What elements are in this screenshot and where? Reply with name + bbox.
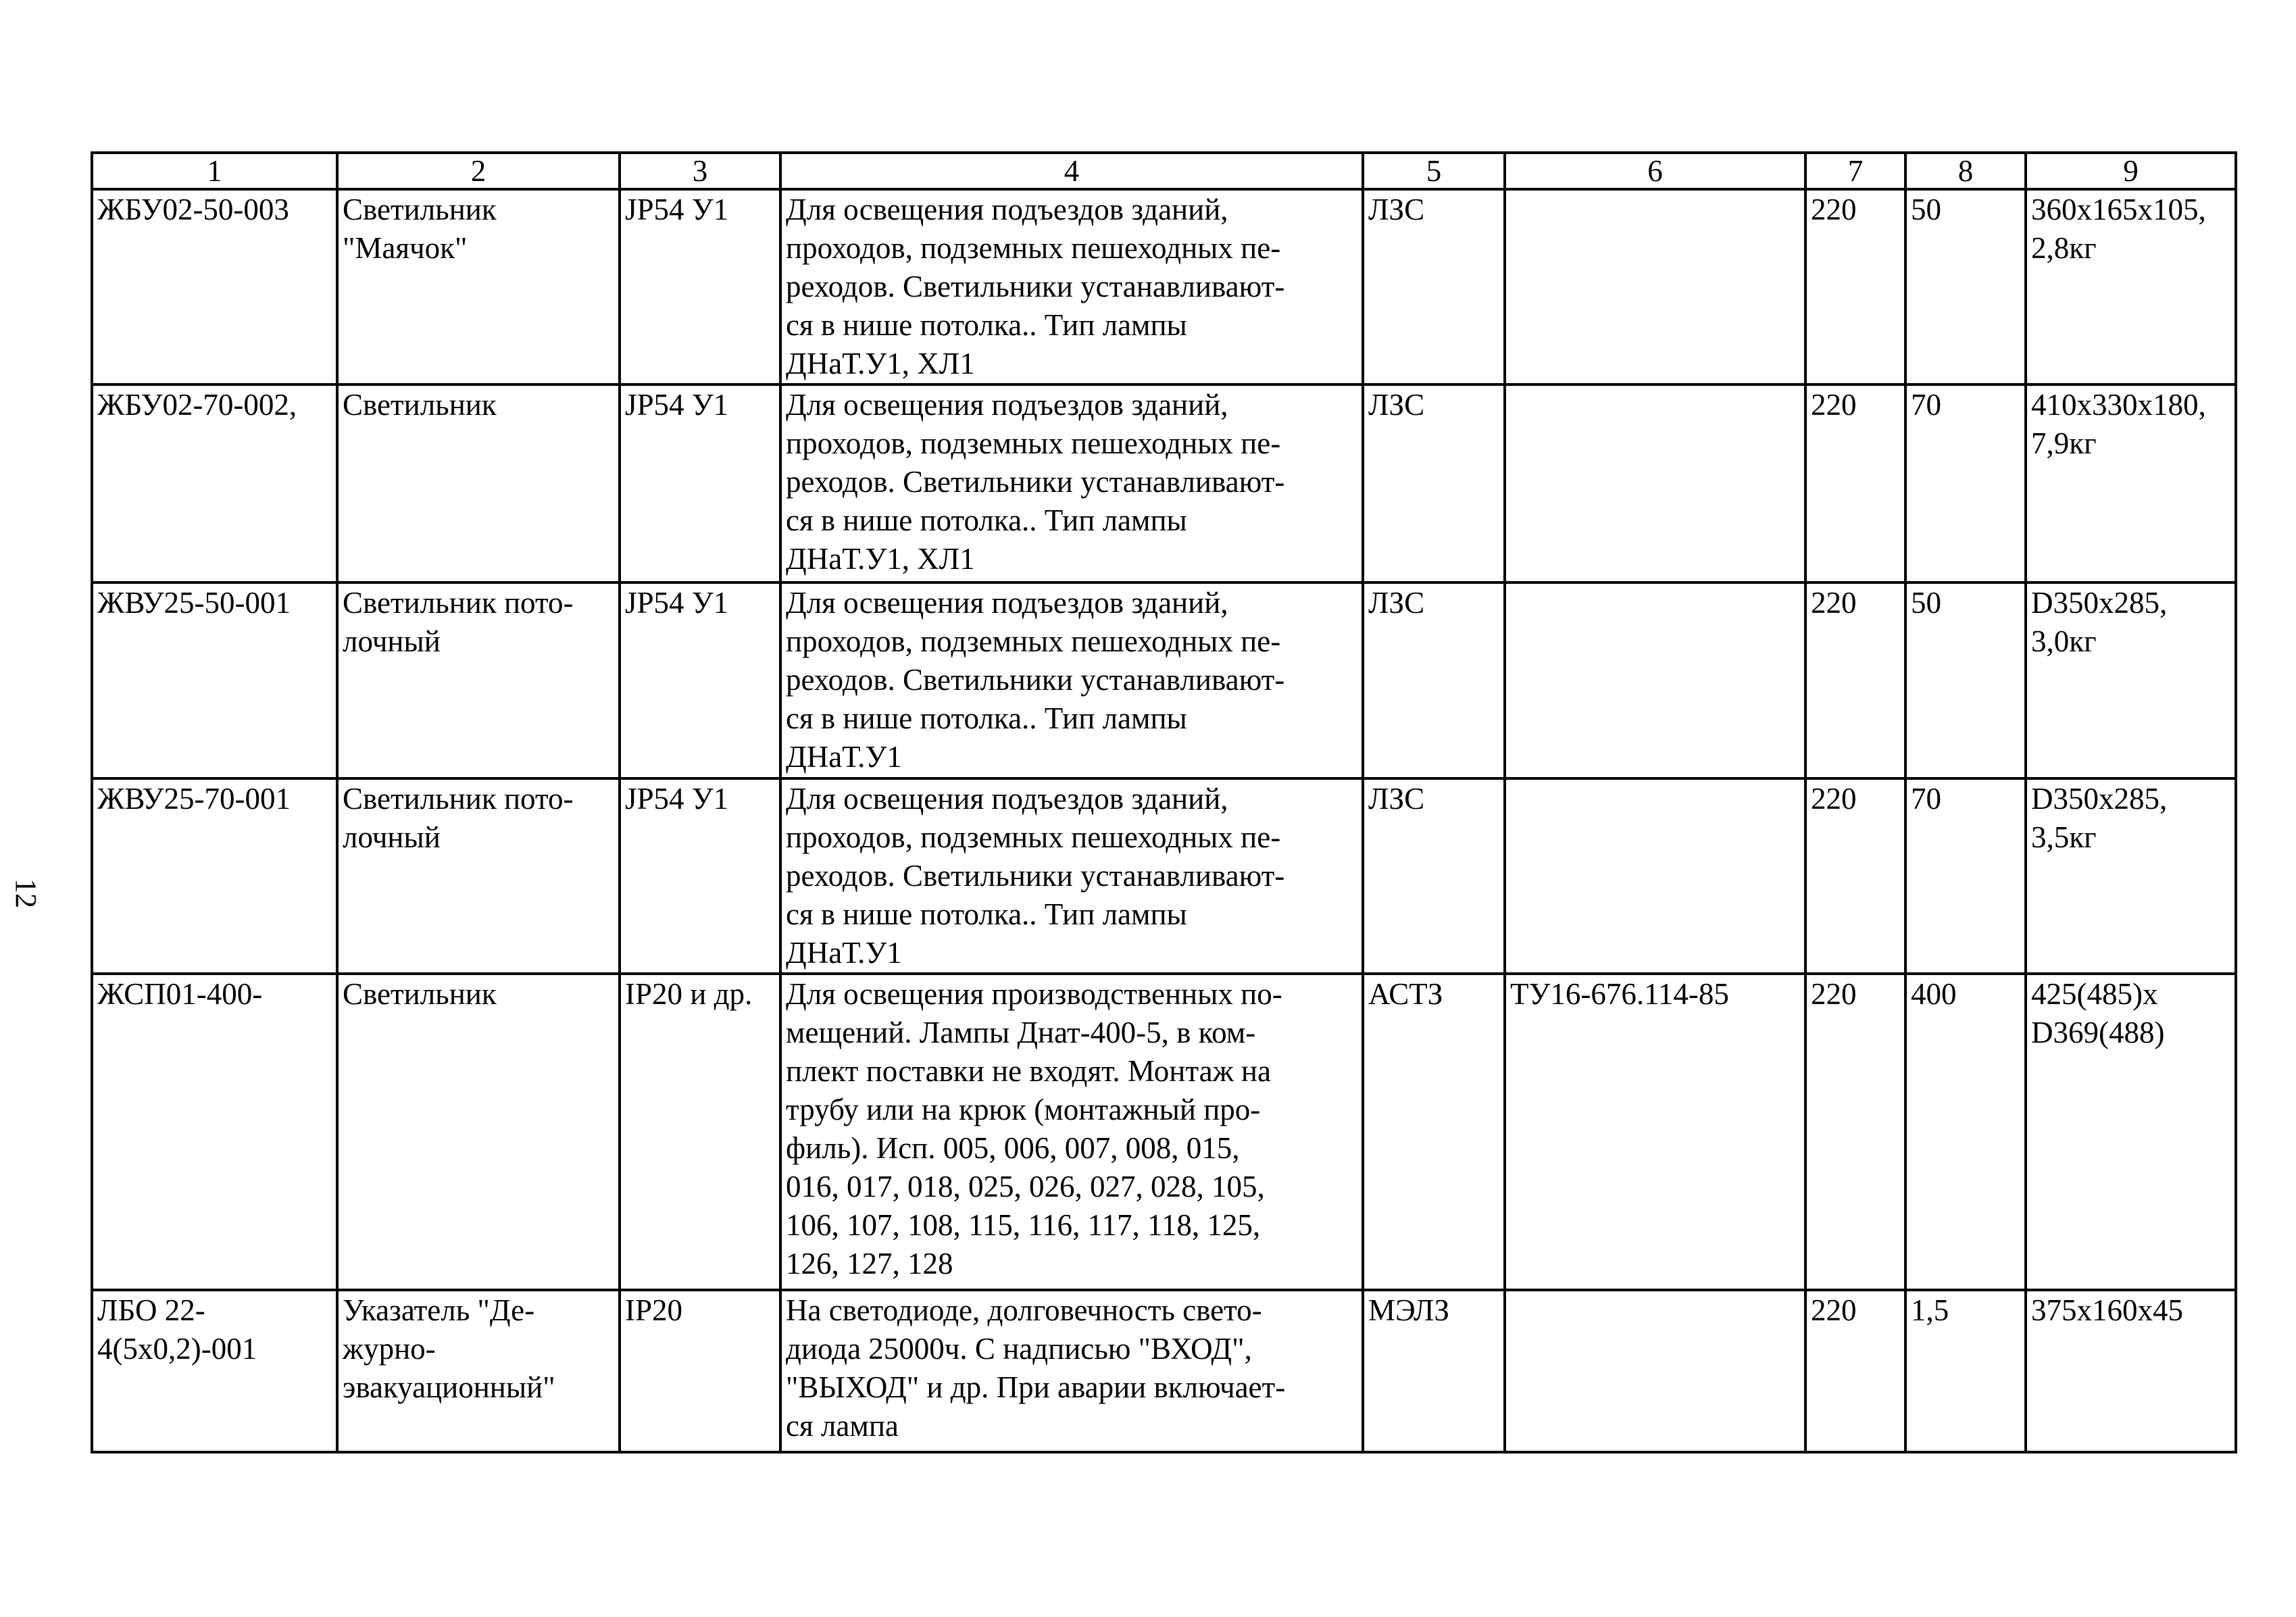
table-cell: Для освещения подъездов зданий, проходов, подземных пешеходных пе- реходов. Светильники устанавливают- ся в нише потолка.. Тип лампы ДНаТ.У1, ХЛ1 bbox=[780, 384, 1363, 582]
table-cell: АСТЗ bbox=[1363, 974, 1505, 1290]
table-cell bbox=[1505, 778, 1805, 974]
table-cell: 410x330x180, 7,9кг bbox=[2026, 384, 2236, 582]
table-cell bbox=[1505, 582, 1805, 778]
table-cell bbox=[1505, 1290, 1805, 1452]
table-cell: ЖСП01-400- bbox=[92, 974, 337, 1290]
table-cell: 220 bbox=[1805, 974, 1905, 1290]
column-header: 4 bbox=[780, 153, 1363, 189]
table-cell: Для освещения подъездов зданий, проходов, подземных пешеходных пе- реходов. Светильники устанавливают- ся в нише потолка.. Тип лампы ДНаТ.У1 bbox=[780, 778, 1363, 974]
table-cell: JP54 У1 bbox=[620, 384, 780, 582]
table-cell: ЛЗС bbox=[1363, 778, 1505, 974]
table-cell: 360x165x105, 2,8кг bbox=[2026, 189, 2236, 384]
table-cell: ТУ16-676.114-85 bbox=[1505, 974, 1805, 1290]
column-header: 7 bbox=[1805, 153, 1905, 189]
table-cell: 220 bbox=[1805, 582, 1905, 778]
table-cell: ЛБО 22- 4(5x0,2)-001 bbox=[92, 1290, 337, 1452]
column-header: 5 bbox=[1363, 153, 1505, 189]
column-header: 3 bbox=[620, 153, 780, 189]
column-header: 8 bbox=[1905, 153, 2026, 189]
page-number: 12 bbox=[9, 878, 43, 908]
table-row bbox=[92, 1290, 2236, 1452]
table-cell bbox=[1505, 384, 1805, 582]
table-cell: Указатель "Де- журно- эвакуационный" bbox=[337, 1290, 620, 1452]
table-cell: JP54 У1 bbox=[620, 582, 780, 778]
table-cell: ЛЗС bbox=[1363, 582, 1505, 778]
table-cell: 220 bbox=[1805, 384, 1905, 582]
table-cell: МЭЛЗ bbox=[1363, 1290, 1505, 1452]
table-cell: Для освещения производственных по- мещений. Лампы Днат-400-5, в ком- плект поставки не входят. Монтаж на трубу или на крюк (монтажный про- филь). Исп. 005, 006, 007, 008, 015, 016, 017, 018, 025, 026, 027, 028, 105, 106, 107, 108, 115, 116, 117, 118, 125, 126, 127, 128 bbox=[780, 974, 1363, 1290]
table-cell: 50 bbox=[1905, 189, 2026, 384]
table-cell: 375x160x45 bbox=[2026, 1290, 2236, 1452]
table-cell: На светодиоде, долговечность свето- диода 25000ч. С надписью "ВХОД", "ВЫХОД" и др. При аварии включает- ся лампа bbox=[780, 1290, 1363, 1452]
table-cell: JP54 У1 bbox=[620, 189, 780, 384]
table-row bbox=[92, 778, 2236, 974]
table-row bbox=[92, 582, 2236, 778]
table-cell: Для освещения подъездов зданий, проходов, подземных пешеходных пе- реходов. Светильники устанавливают- ся в нише потолка.. Тип лампы ДНаТ.У1, ХЛ1 bbox=[780, 189, 1363, 384]
table-cell: 220 bbox=[1805, 778, 1905, 974]
table-cell: 50 bbox=[1905, 582, 2026, 778]
column-header: 9 bbox=[2026, 153, 2236, 189]
table-cell bbox=[1505, 189, 1805, 384]
table-cell: Светильник пото- лочный bbox=[337, 582, 620, 778]
table-cell: IP20 bbox=[620, 1290, 780, 1452]
table-cell: 1,5 bbox=[1905, 1290, 2026, 1452]
table-cell: ЛЗС bbox=[1363, 384, 1505, 582]
table-cell: Светильник bbox=[337, 974, 620, 1290]
table-row bbox=[92, 384, 2236, 582]
table-cell: 220 bbox=[1805, 1290, 1905, 1452]
header-row bbox=[92, 153, 2236, 189]
table-cell: ЛЗС bbox=[1363, 189, 1505, 384]
table-cell: Светильник bbox=[337, 384, 620, 582]
table-cell: ЖВУ25-70-001 bbox=[92, 778, 337, 974]
table-row bbox=[92, 189, 2236, 384]
table-cell: Светильник пото- лочный bbox=[337, 778, 620, 974]
column-header: 1 bbox=[92, 153, 337, 189]
table-cell: Светильник "Маячок" bbox=[337, 189, 620, 384]
table-cell: ЖВУ25-50-001 bbox=[92, 582, 337, 778]
table-cell: 220 bbox=[1805, 189, 1905, 384]
specification-table bbox=[91, 151, 2237, 1453]
table-cell: 400 bbox=[1905, 974, 2026, 1290]
table-cell: ЖБУ02-70-002, bbox=[92, 384, 337, 582]
table-cell: 70 bbox=[1905, 778, 2026, 974]
table-cell: Для освещения подъездов зданий, проходов, подземных пешеходных пе- реходов. Светильники устанавливают- ся в нише потолка.. Тип лампы ДНаТ.У1 bbox=[780, 582, 1363, 778]
table-cell: ЖБУ02-50-003 bbox=[92, 189, 337, 384]
table-cell: JP54 У1 bbox=[620, 778, 780, 974]
table-cell: 70 bbox=[1905, 384, 2026, 582]
column-header: 2 bbox=[337, 153, 620, 189]
table-cell: IP20 и др. bbox=[620, 974, 780, 1290]
table-cell: D350x285, 3,0кг bbox=[2026, 582, 2236, 778]
table-row bbox=[92, 974, 2236, 1290]
table-cell: D350x285, 3,5кг bbox=[2026, 778, 2236, 974]
table-cell: 425(485)x D369(488) bbox=[2026, 974, 2236, 1290]
column-header: 6 bbox=[1505, 153, 1805, 189]
